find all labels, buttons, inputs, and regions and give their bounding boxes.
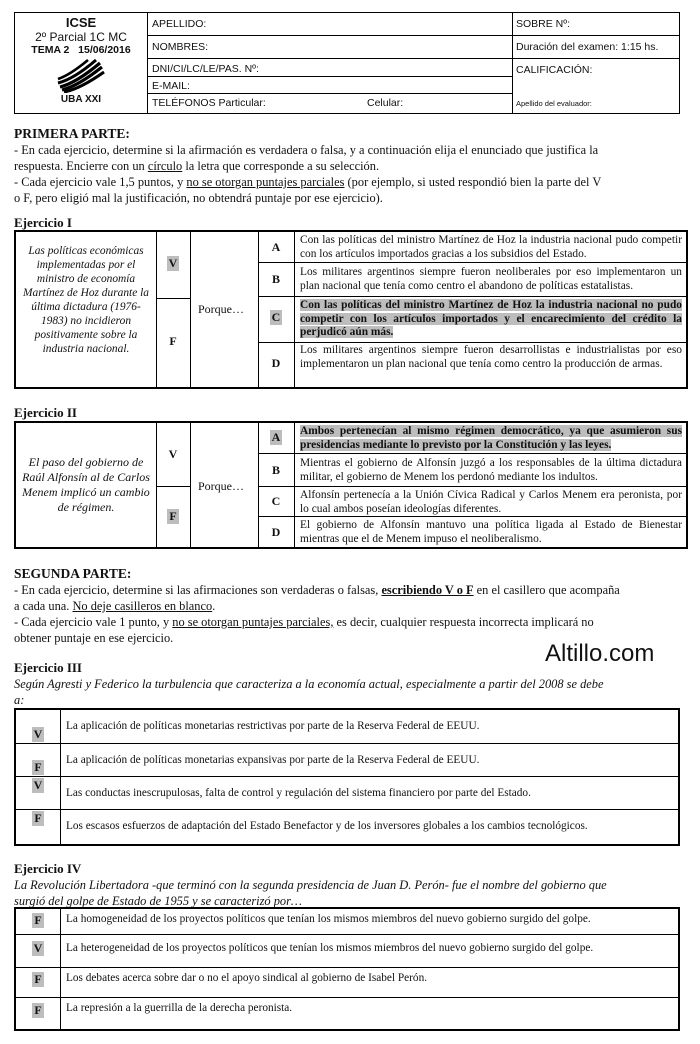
telefono-label: TELÉFONOS Particular: (152, 97, 266, 109)
ej4-row2-mark (16, 941, 60, 956)
ej1-option-b-text: Los militares argentinos siempre fueron neoliberales por eso implementaron un plan nacional que tenía como centro el abandono de políticas estatalistas. (300, 266, 682, 292)
ej2-v-label: V (168, 447, 178, 461)
instr-text: - Cada ejercicio vale 1 punto, y (14, 615, 173, 629)
primera-parte-title: PRIMERA PARTE: (14, 126, 130, 141)
ej4-row3-mark-text: F (34, 972, 42, 986)
ej3-row4-mark (16, 811, 60, 826)
instr-text: es decir, cualquier respuesta incorrecta implicará no (333, 615, 594, 629)
ej2-option-d-text: El gobierno de Alfonsín mantuvo una política ligada al Estado de Bienestar mientras que el de Menem impuso el neoliberalismo. (300, 519, 682, 545)
ej2-option-d-letter: D (271, 525, 281, 539)
ej3-intro-line: a: (14, 693, 25, 707)
ej1-f-label: F (169, 334, 177, 348)
ej1-option-b-letter: B (271, 272, 280, 286)
ej2-f-label: F (169, 509, 177, 523)
instr-line (14, 614, 678, 630)
instr-line (14, 158, 678, 174)
ej1-option-c-letter (260, 310, 292, 325)
ej4-row1-mark (16, 913, 60, 928)
dni-label: DNI/CI/LC/LE/PAS. Nº: (152, 63, 259, 75)
ej2-option-b-letter: B (271, 463, 280, 477)
ej3-row2-mark-text: F (34, 760, 42, 774)
ej3-row4-mark-text: F (34, 811, 42, 825)
ej3-row2-mark (16, 760, 60, 775)
ej4-intro-line: surgió del golpe de Estado de 1955 y se caracterizó por… (14, 894, 302, 908)
uba-logo-icon (56, 59, 106, 93)
ej1-option-d-text: Los militares argentinos siempre fueron desarrollistas e industrialistas por eso implementaron un plan nacional que tenía como centro la producción de armas. (300, 344, 682, 370)
ej4-row3-text: Los debates acerca sobre dar o no el apoyo sindical al gobierno de Isabel Perón. (66, 972, 428, 984)
instr-text: - En cada ejercicio, determine si las afirmaciones son verdaderas o falsas, (14, 583, 382, 597)
ejercicio-4-table (14, 907, 680, 1031)
logo-text: UBA XXI (60, 94, 102, 105)
instr-underline: no se otorgan puntajes parciales (186, 175, 345, 189)
ej2-option-a-highlight: Ambos pertenecían al mismo régimen democrático, ya que asumieron sus presidencias mediante lo previsto por la Constitución y las leyes. (300, 425, 682, 451)
ej1-option-c-letter-text: C (271, 310, 281, 324)
instr-underline: círculo (147, 159, 183, 173)
nombres-label: NOMBRES: (152, 41, 209, 53)
instr-text: en el casillero que acompaña (473, 583, 620, 597)
ej4-intro-line: La Revolución Libertadora -que terminó con la segunda presidencia de Juan D. Perón- fue el nombre del gobierno que (14, 878, 607, 892)
ej1-option-a-letter: A (271, 240, 281, 254)
ej3-row3-text: Las conductas inescrupulosas, falta de control y regulación del sistema financiero por parte del Estado. (66, 787, 531, 799)
ej1-f-mark (156, 334, 190, 349)
email-label: E-MAIL: (152, 80, 190, 92)
instr-text: (por ejemplo, si usted respondió bien la parte del V (344, 175, 602, 189)
instr-line: - En cada ejercicio, determine si la afirmación es verdadera o falsa, y a continuación elija el enunciado que justifica la (14, 143, 599, 157)
calificacion-label: CALIFICACIÓN: (516, 64, 593, 76)
instr-line (14, 582, 678, 598)
exam-name: 2º Parcial 1C MC (35, 30, 127, 44)
tema-date: TEMA 2 15/06/2016 (31, 44, 131, 56)
ej4-row4-mark-text: F (34, 1003, 42, 1017)
ej4-row1-text: La homogeneidad de los proyectos políticos que tenían los mismos miembros del nuevo gobierno surgido del golpe. (66, 913, 591, 925)
exam-header (14, 12, 680, 114)
primera-parte-instructions (14, 142, 678, 206)
ej3-row1-mark (16, 727, 60, 742)
ejercicio-2-title: Ejercicio II (14, 405, 77, 420)
duracion-label: Duración del examen: 1:15 hs. (516, 41, 659, 53)
ej3-row3-mark-text: V (33, 778, 43, 792)
celular-label: Celular: (367, 97, 404, 109)
segunda-parte-instructions (14, 582, 678, 646)
instr-text: respuesta. Encierre con un (14, 159, 148, 173)
ej3-row1-mark-text: V (33, 727, 43, 741)
ej1-v-label: V (168, 256, 178, 270)
ej2-option-a-letter (260, 430, 292, 445)
ej2-option-b-text: Mientras el gobierno de Alfonsín juzgó a los responsables de la última dictadura militar, el gobierno de Menem los perdonó mediante los indultos. (300, 457, 682, 483)
instr-line (14, 174, 678, 190)
instr-line (14, 598, 678, 614)
ej4-row2-mark-text: V (33, 941, 43, 955)
watermark: Altillo.com (545, 640, 655, 667)
ej3-intro-line: Según Agresti y Federico la turbulencia que caracteriza a la economía actual, especialmente a partir del 2008 se debe (14, 677, 604, 691)
ej3-row4-text: Los escasos esfuerzos de adaptación del Estado Benefactor y de los inversores globales a los cambios tecnológicos. (66, 820, 588, 832)
ej4-intro (14, 877, 678, 909)
ej1-option-a-text: Con las políticas del ministro Martínez de Hoz la industria nacional pudo competir con los artículos importados gracias a los subsidios del Estado. (300, 234, 682, 260)
ej2-f-mark (156, 509, 190, 524)
ej1-option-d-letter: D (271, 356, 281, 370)
institution: ICSE (65, 15, 97, 30)
ej2-statement: El paso del gobierno de Raúl Alfonsín al de Carlos Menem implicó un cambio de régimen. (22, 455, 150, 514)
ej2-option-c-letter: C (271, 494, 281, 508)
ej4-row3-mark (16, 972, 60, 987)
ej4-row4-text: La represión a la guerrilla de la derecha peronista. (66, 1002, 293, 1014)
ej1-porque: Porque… (198, 302, 244, 316)
instr-text: - Cada ejercicio vale 1,5 puntos, y (14, 175, 187, 189)
ej3-row3-mark (16, 778, 60, 793)
ej3-intro (14, 676, 678, 708)
ej1-option-c-highlight: Con las políticas del ministro Martínez de Hoz la industria nacional no pudo competir con los artículos importados y el encarecimiento del crédito la perjudicó aún más. (300, 299, 682, 338)
ejercicio-1-table (14, 230, 688, 389)
ej1-option-c-text (300, 299, 682, 340)
ej4-row2-text: La heterogeneidad de los proyectos políticos que tenían los mismos miembros del nuevo gobierno surgido del golpe. (66, 942, 594, 954)
ej4-row4-mark (16, 1003, 60, 1018)
ejercicio-2-table (14, 421, 688, 549)
ejercicio-3-table (14, 708, 680, 846)
instr-text: la letra que corresponde a su selección. (182, 159, 380, 173)
ejercicio-3-title: Ejercicio III (14, 660, 82, 675)
ej2-option-c-text: Alfonsín pertenecía a la Unión Cívica Radical y Carlos Menem era peronista, por lo cual ambos poseían ideologías diferentes. (300, 489, 682, 515)
ej2-v-mark (156, 447, 190, 462)
instr-text: . (212, 599, 216, 613)
evaluador-label: Apellido del evaluador: (516, 99, 592, 108)
instr-line: obtener puntaje en ese ejercicio. (14, 631, 174, 645)
instr-underline: escribiendo V o F (381, 583, 474, 597)
sobre-label: SOBRE Nº: (516, 18, 571, 30)
segunda-parte-title: SEGUNDA PARTE: (14, 566, 132, 581)
ej3-row1-text: La aplicación de políticas monetarias restrictivas por parte de la Reserva Federal de EEUU. (66, 720, 480, 732)
instr-text: a cada una. (14, 599, 73, 613)
ej2-option-a-text (300, 425, 682, 452)
instr-underline: no se otorgan puntajes parciales, (172, 615, 334, 629)
ej1-statement: Las políticas económicas implementadas por el ministro de economía Martínez de Hoz durante la última dictadura (1976-1983) no incidieron positivamente sobre la industria nacional. (23, 245, 149, 355)
header-logo-cell (15, 13, 148, 113)
instr-line: o F, pero eligió mal la justificación, no obtendrá puntaje por ese ejercicio). (14, 191, 383, 205)
ej3-row2-text: La aplicación de políticas monetarias expansivas por parte de la Reserva Federal de EEUU. (66, 754, 480, 766)
ej1-v-mark (156, 256, 190, 271)
instr-underline: No deje casilleros en blanco (72, 599, 213, 613)
ejercicio-1-title: Ejercicio I (14, 215, 72, 230)
ejercicio-4-title: Ejercicio IV (14, 861, 82, 876)
apellido-label: APELLIDO: (152, 18, 207, 30)
ej2-porque: Porque… (198, 479, 244, 493)
ej4-row1-mark-text: F (34, 913, 42, 927)
ej2-option-a-letter-text: A (271, 430, 281, 444)
